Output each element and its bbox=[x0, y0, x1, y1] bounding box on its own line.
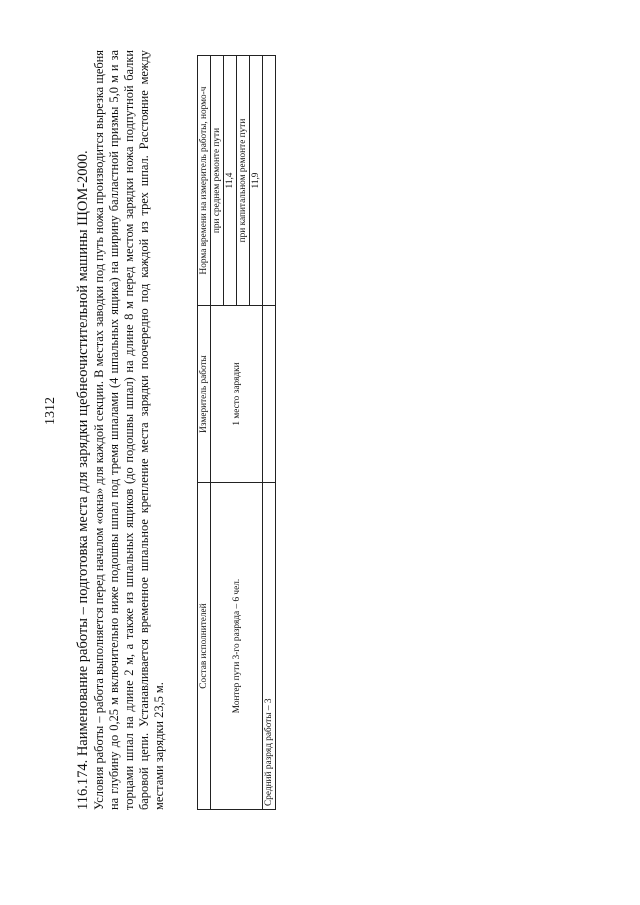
header-composition: Состав исполнителей bbox=[198, 483, 211, 810]
table-row bbox=[263, 56, 276, 810]
cell-value-medium: 11,4 bbox=[224, 56, 237, 306]
cell-performers: Монтер пути 3-го разряда – 6 чел. bbox=[211, 483, 263, 810]
subheader-capital: при капитальном ремонте пути bbox=[237, 56, 250, 306]
page-number: 1312 bbox=[43, 397, 58, 425]
body-text bbox=[75, 50, 167, 810]
table-row bbox=[211, 56, 224, 810]
subheader-medium: при среднем ремонте пути bbox=[211, 56, 224, 306]
cell-empty bbox=[263, 306, 276, 483]
cell-empty bbox=[263, 56, 276, 306]
cell-meter: 1 место зарядки bbox=[211, 306, 263, 483]
header-norm: Норма времени на измеритель работы, нормо-ч bbox=[198, 56, 211, 306]
norm-table bbox=[197, 55, 276, 810]
header-meter: Измеритель работы bbox=[198, 306, 211, 483]
work-title: 116.174. Наименование работы – подготовка места для зарядки щебнеочистительной машины ЩОМ-2000. bbox=[75, 150, 91, 810]
cell-avg-grade: Средний разряд работы – 3 bbox=[263, 483, 276, 810]
cell-value-capital: 11,9 bbox=[250, 56, 263, 306]
work-conditions: Условия работы – работа выполняется перед началом «окна» для каждой секции. В местах заводки под путь ножа производится вырезка щебня на глубину до 0,25 м включительно ниже подошвы шпал под тремя шпалами (4 шпальных ящика) на ширину балластной призмы 5,0 м и за торцами шпал на длине 2 м, а также из шпальных ящиков (до подошвы шпал) на длине 8 м перед местом зарядки ножа подпутной балки баровой цепи. Устанавливается временное шпальное крепление места зарядки поочередно под каждой из трех шпал. Расстояние между местами зарядки 23,5 м. bbox=[92, 50, 167, 810]
rotated-page bbox=[43, 50, 305, 820]
table-header-row bbox=[198, 56, 211, 810]
